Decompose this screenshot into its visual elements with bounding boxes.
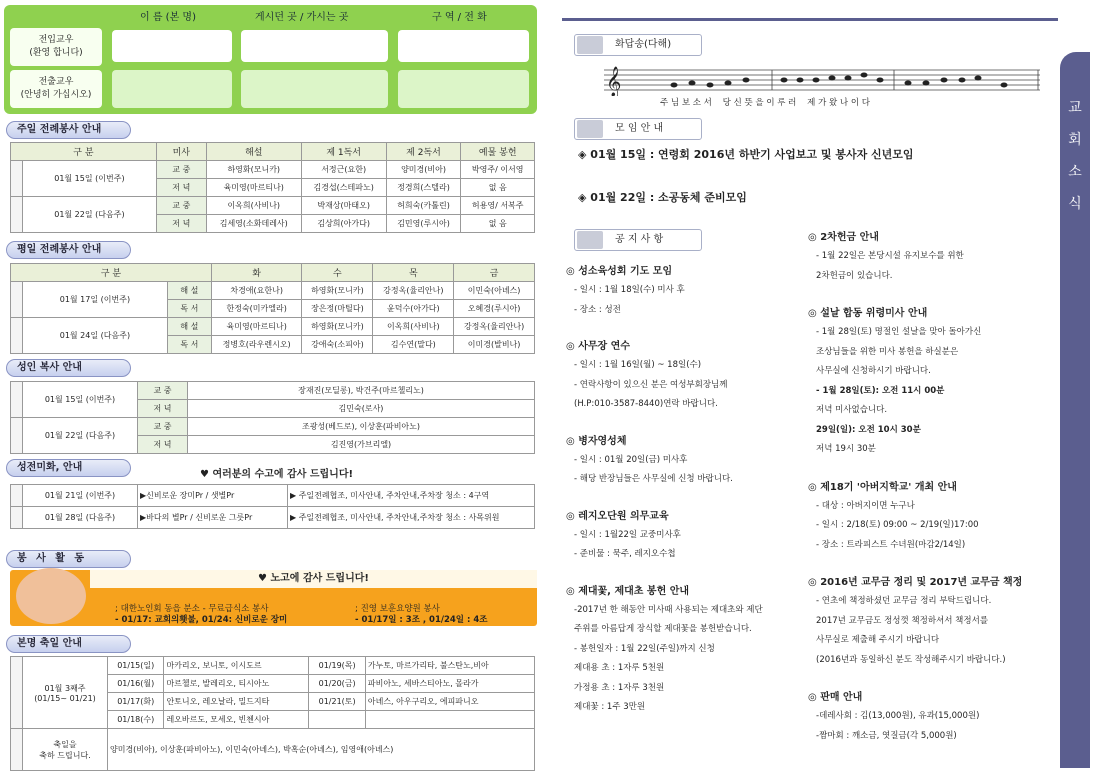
out-place-field: [241, 70, 388, 108]
adult-title: 성인 복사 안내: [6, 359, 131, 377]
notice-heading: ◎ 설날 합동 위령미사 안내: [808, 308, 928, 319]
weekday-title: 평일 전례봉사 안내: [6, 241, 131, 259]
volunteer-illustration: [16, 568, 86, 624]
sunday-title: 주일 전례봉사 안내: [6, 121, 131, 139]
notice-line: - 일시 : 1월 18일(수) 미사 후: [574, 285, 685, 295]
in-name-field: [112, 30, 232, 62]
notice-line: - 일시 : 2/18(토) 09:00 ~ 2/19(일)17:00: [816, 520, 979, 530]
notice-heading: ◎ 병자영성체: [566, 435, 627, 447]
sunday-table: 구 분 미사 해설 제 1독서 제 2독서 예물 봉헌 01월 15일 (이번주) 교 중 하영화(모니카) 서정근(요한) 양미경(비아) 박영주/ 이서영 저 녁 육미영(마르티나) 김경섭(스테파노) 정경희(스텔라) 없 음 01월 22일 (다음주) 교 중 이옥희(사비나) 박재상(마태오) 허희숙(카톨린) 허용영/ 서복주 저 녁 김세영(소화데레사) 김상희(아가다) 김민영(루시아) 없 음: [10, 142, 535, 233]
meeting-icon: [577, 120, 603, 138]
notice-heading: ◎ 2016년 교무금 정리 및 2017년 교무금 책정: [808, 577, 1023, 588]
service-left1: ; 대한노인회 동읍 분소 - 무료급식소 봉사: [115, 604, 269, 614]
meeting-1: ◈ 01월 15일 : 연령회 2016년 하반기 사업보고 및 봉사자 신년모임: [578, 148, 914, 161]
out-label: 전출교우 (안녕히 가십시오): [10, 70, 102, 108]
music-staff: [604, 66, 1040, 96]
notice-heading: ◎ 2차헌금 안내: [808, 232, 879, 243]
notice-line: - 일시 : 01월 20일(금) 미사후: [574, 454, 688, 465]
out-district-field: [398, 70, 529, 108]
notice-line: 29일(일): 오전 10시 30분: [816, 424, 921, 435]
in-district-field: [398, 30, 529, 62]
notice-line: 사무실로 제출해 주시기 바랍니다: [816, 635, 940, 645]
notice-heading: ◎ 제18기 '아버지학교' 개최 안내: [808, 481, 957, 493]
notice-line: 저녁 미사없습니다.: [816, 405, 888, 415]
heart-icon: ♥: [200, 469, 209, 480]
meeting-title-box: 모 임 안 내: [574, 118, 702, 140]
flower-table: 01월 21일 (이번주) ▶신비로운 장미Pr / 샛별Pr ▶ 주일전례협조, 미사안내, 주차안내,주차장 청소 : 4구역 01월 28일 (다음주) ▶바다의 별Pr / 신비로운 그릇Pr ▶ 주일전례협조, 미사안내, 주차안내,주차장 청소 : 사목위원: [10, 484, 535, 529]
meeting-2: ◈ 01월 22일 : 소공동체 준비모임: [578, 191, 747, 204]
service-title: 봉 사 활 동: [6, 550, 131, 568]
heart-icon: ♥: [258, 573, 267, 584]
service-thanks: ♥ 노고에 감사 드립니다!: [90, 570, 537, 588]
notice-line: 제대용 초 : 1자루 5천원: [574, 663, 665, 673]
welcome-header-name: 이 름 (본 명): [140, 12, 196, 23]
notice-line: - 일시 : 1월 16일(월) ~ 18일(수): [574, 360, 702, 370]
notice-line: 가정용 초 : 1자루 3천원: [574, 682, 665, 693]
in-place-field: [241, 30, 388, 62]
notice-line: 조상님들을 위한 미사 봉헌을 하실분은: [816, 346, 959, 357]
flower-title: 성전미화, 안내: [6, 459, 131, 477]
adult-table: 01월 15일 (이번주) 교 중 장재진(모딜롱), 박건주(마르첼리노) 저 녁 김민숙(로사) 01월 22일 (다음주) 교 중 조광성(베드로), 이상훈(파비아노) 저 녁 김진영(가브리엘): [10, 381, 535, 454]
notice-line: -데레사회 : 김(13,000원), 유과(15,000원): [816, 711, 980, 721]
notice-line: 저녁 19시 30분: [816, 444, 876, 454]
out-name-field: [112, 70, 232, 108]
notice-line: (2016년과 동일하신 분도 작성해주시기 바랍니다.): [816, 654, 1006, 665]
notice-heading: ◎ 판매 안내: [808, 692, 863, 703]
in-label: 전입교우 (환영 합니다): [10, 28, 102, 66]
weekday-table: 구 분 화 수 목 금 01월 17일 (이번주) 해 설 차경애(요한나) 하영화(모니카) 강정옥(율리안나) 이민숙(아녜스) 독 서 한정숙(미카엘라) 장은정(마틸다) 윤덕수(아가다) 오혜경(루시아) 01월 24일 (다음주) 해 설 육미영(마르티나) 하영화(모니카) 이옥희(사비나) 강정옥(율리안나) 독 서 정병호(라우렌시오) 강애숙(소피아) 김수연(말다) 이미경(발비나): [10, 263, 535, 354]
notice-line: 2017년 교무금도 정성껏 책정하셔서 책정서를: [816, 615, 989, 626]
notice-line: 2차헌금이 있습니다.: [816, 270, 893, 281]
welcome-header-place: 게시던 곳 / 가시는 곳: [255, 12, 349, 23]
notice-line: - 연초에 책정하셨던 교무금 정리 부탁드립니다.: [816, 596, 992, 606]
flower-thanks: ♥ 여러분의 수고에 감사 드립니다!: [200, 469, 354, 480]
notice-line: - 1월 28일(토): 오전 11시 00분: [816, 385, 945, 396]
hymn-title-box: 화답송(다해): [574, 34, 702, 56]
notice-heading: ◎ 레지오단원 의무교육: [566, 510, 669, 522]
header-rule: [562, 18, 1058, 21]
notice-heading: ◎ 제대꽃, 제대초 봉헌 안내: [566, 585, 690, 597]
notice-line: 제대꽃 : 1주 3만원: [574, 702, 646, 712]
feast-title: 본명 축일 안내: [6, 635, 131, 653]
notice-line: (H.P:010-3587-8440)연락 바랍니다.: [574, 399, 718, 409]
notice-line: - 연락사항이 있으신 분은 여성부회장님께: [574, 379, 728, 390]
welcome-header-district: 구 역 / 전 화: [432, 12, 487, 23]
service-right2: - 01/17일 : 3조 , 01/24일 : 4조: [355, 615, 488, 625]
service-left2: - 01/17: 교회의횃불, 01/24: 신비로운 장미: [115, 615, 288, 625]
notice-line: - 장소 : 성전: [574, 304, 621, 315]
service-right1: ; 진영 보훈요양원 봉사: [355, 604, 440, 614]
notice-icon: [577, 231, 603, 249]
notice-line: - 봉헌일자 : 1월 22일(주일)까지 신청: [574, 643, 715, 654]
notice-heading: ◎ 사무장 연수: [566, 341, 630, 352]
notice-line: 사무실에 신청하시기 바랍니다.: [816, 366, 931, 376]
hymn-icon: [577, 36, 603, 54]
svg-text:𝄞: 𝄞: [606, 67, 622, 96]
notice-line: - 대상 : 아버지이면 누구나: [816, 500, 915, 511]
notice-line: 주위를 아름답게 장식할 제대꽃을 봉헌받습니다.: [574, 624, 752, 634]
notice-line: - 1월 28일(토) 명절인 설날을 맞아 돌아가신: [816, 327, 982, 337]
notice-line: - 장소 : 트라피스트 수녀원(마감2/14일): [816, 539, 966, 550]
notice-title-box: 공 지 사 항: [574, 229, 702, 251]
hymn-lyrics: 주 님 보 소 서 당 신 뜻 을 이 루 러 제 가 왔 나 이 다: [660, 98, 870, 108]
feast-table: 01월 3째주 (01/15~ 01/21) 01/15(일) 마카리오, 보니토, 이시도르 01/19(목) 가누토, 마르가리타, 불스탄노,비아 01/16(월) 마르첼로, 발레리오, 티시아노 01/20(금) 파비아노, 세바스티아노, 몰라가 01/17(화) 안토니오, 레오날라, 밀드지타 01/21(토) 아녜스, 아우구리오, 에피파니오 01/18(수) 레오바르도, 모세오, 빈첸시아 축일을 축하 드립니다. 양미경(비아), 이상훈(파비아노), 이민숙(아녜스), 박혹순(아녜스), 임영애(아녜스): [10, 656, 535, 771]
notice-line: - 1월 22일은 본당시설 유지보수를 위한: [816, 251, 964, 261]
church-news-sidebar: 교 회 소 식: [1060, 52, 1090, 768]
notice-line: - 일시 : 1월22일 교중미사후: [574, 529, 681, 540]
notice-heading: ◎ 성소육성회 기도 모임: [566, 266, 673, 277]
notice-line: - 준비물 : 묵주, 레지오수첩: [574, 549, 676, 559]
notice-line: -2017년 한 해동안 미사때 사용되는 제대초와 제단: [574, 604, 763, 615]
notice-line: -짬마회 : 깨소금, 엿질금(각 5,000원): [816, 730, 957, 741]
notice-line: - 해당 반장님들은 사무실에 신청 바랍니다.: [574, 474, 733, 484]
